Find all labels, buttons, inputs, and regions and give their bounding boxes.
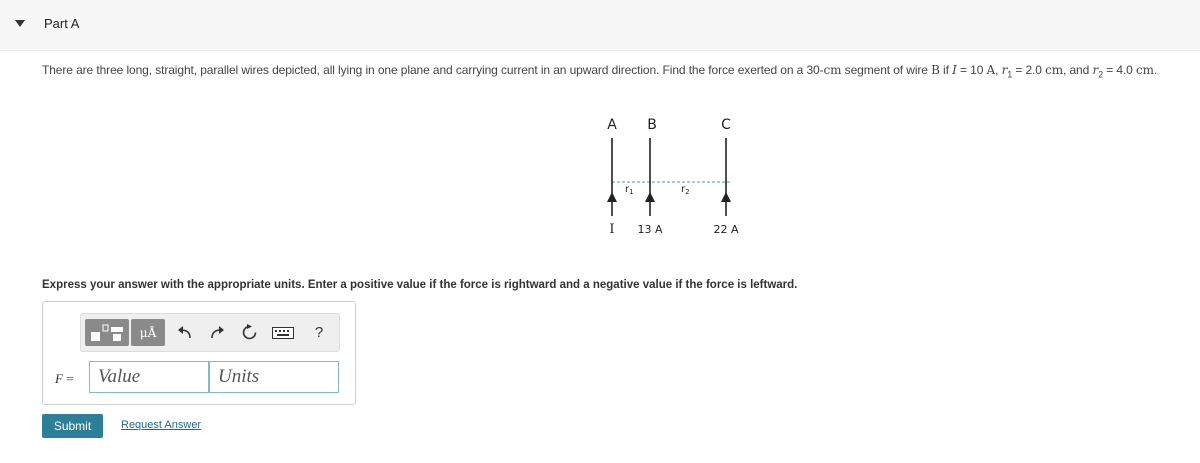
- wire-c-arrow: [721, 192, 731, 202]
- answer-box: [42, 301, 356, 405]
- redo-icon: [209, 325, 225, 341]
- wires-figure: [590, 105, 760, 240]
- answer-instructions: Express your answer with the appropriate units. Enter a positive value if the force is rightward and a negative value if the force is leftward.: [42, 279, 798, 291]
- undo-button[interactable]: [173, 319, 197, 346]
- help-icon: ?: [314, 324, 324, 341]
- current-label-c: 22 A: [713, 223, 739, 236]
- undo-icon: [177, 325, 193, 341]
- keyboard-button[interactable]: [269, 319, 297, 346]
- value-input[interactable]: [89, 361, 209, 393]
- collapse-triangle-icon[interactable]: [14, 17, 26, 29]
- templates-button[interactable]: [85, 319, 129, 346]
- wire-label-a: A: [607, 117, 617, 133]
- submit-button[interactable]: Submit: [42, 414, 103, 438]
- wire-a-arrow: [607, 192, 617, 202]
- current-label-a: I: [609, 222, 615, 237]
- answer-label: F =: [55, 371, 74, 386]
- current-label-b: 13 A: [637, 223, 663, 236]
- reset-icon: [241, 324, 258, 341]
- wire-label-c: C: [721, 117, 731, 133]
- reset-button[interactable]: [237, 319, 261, 346]
- part-title: Part A: [44, 16, 80, 31]
- help-button[interactable]: [307, 319, 331, 346]
- part-header[interactable]: [0, 0, 1200, 51]
- distance-label-r2: $r_2$: [681, 184, 690, 196]
- units-icon: μÅ: [139, 325, 157, 340]
- templates-icon: [87, 323, 127, 343]
- request-answer-link[interactable]: Request Answer: [121, 419, 202, 431]
- units-button[interactable]: [131, 319, 165, 346]
- math-toolbar: [80, 313, 340, 352]
- distance-label-r1: $r_1$: [625, 184, 634, 196]
- question-text: There are three long, straight, parallel wires depicted, all lying in one plane and carrying current in an upward direction. Find the force exerted on a 30-cm segment of wire B if I = 10 A, $r_1 = 2.0$ cm, and $r_2 = 4.0$ cm.: [42, 63, 1158, 80]
- units-input[interactable]: [209, 361, 339, 393]
- keyboard-icon: [272, 326, 294, 340]
- redo-button[interactable]: [205, 319, 229, 346]
- wire-label-b: B: [647, 117, 657, 133]
- wire-b-arrow: [645, 192, 655, 202]
